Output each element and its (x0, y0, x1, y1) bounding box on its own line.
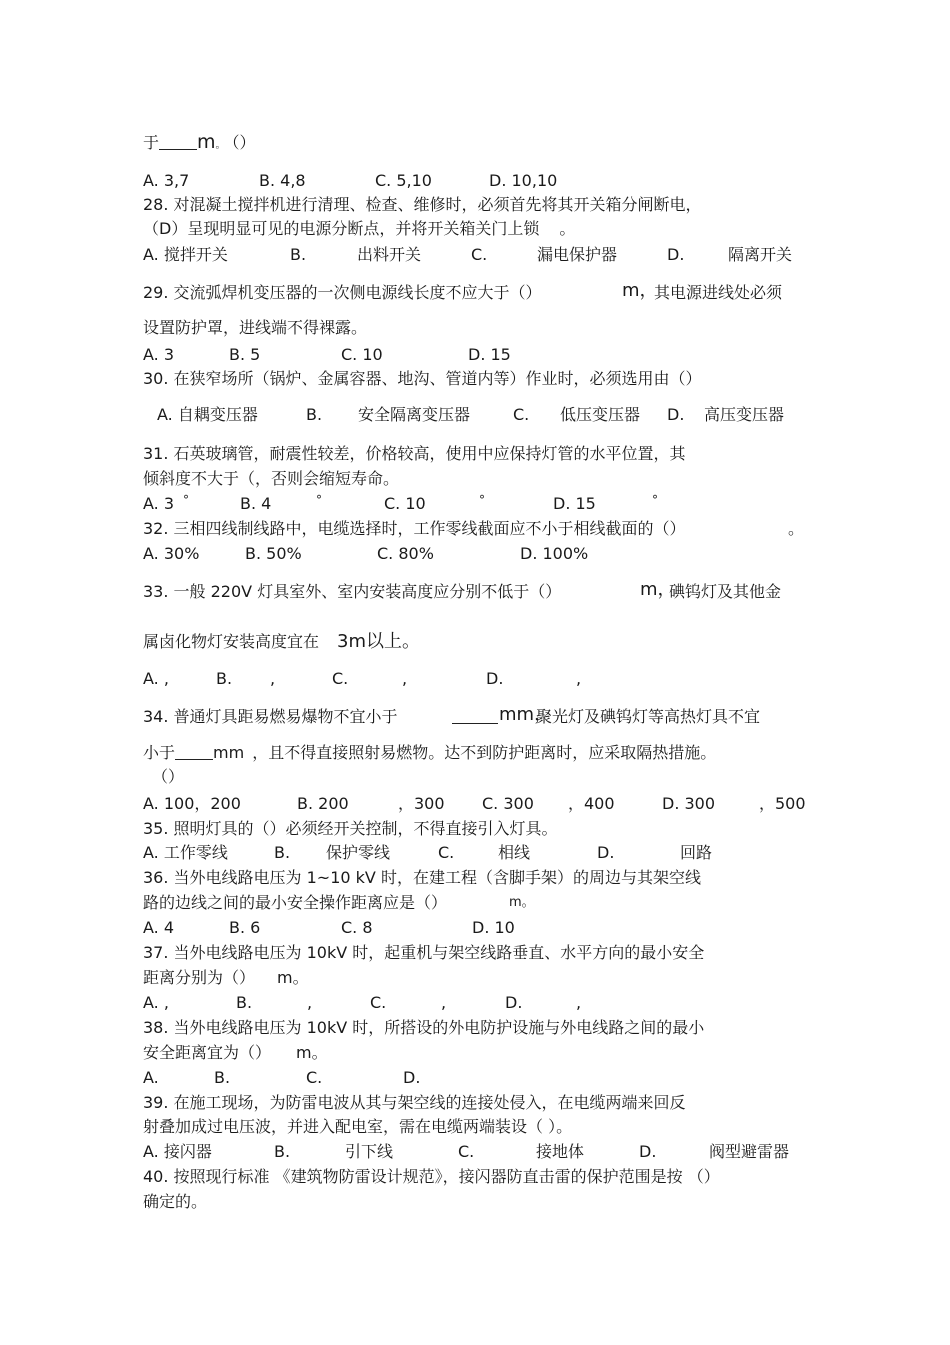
q36-unit: m。 (509, 895, 535, 910)
period-mark: 。 (215, 140, 226, 151)
q37-option-d-letter: D. (505, 993, 523, 1012)
q32-line-1: 32. 三相四线制线路中，电缆选择时，工作零线截面应不小于相线截面的（） (143, 519, 686, 538)
q31-line-1: 31. 石英玻璃管，耐震性较差，价格较高，使用中应保持灯管的水平位置，其 (143, 444, 686, 463)
q29-line-1 (143, 283, 542, 303)
q33-unit: m， (640, 579, 676, 600)
answer-blank (159, 133, 197, 150)
q32-period: 。 (788, 519, 805, 538)
q37-unit: m。 (277, 968, 309, 987)
q29-unit: m， (622, 280, 658, 301)
q40-line-1: 40. 按照现行标准 《建筑物防雷设计规范》，接闪器防直击雷的保护范围是按 （） (143, 1167, 720, 1186)
q28-option-d-text: 隔离开关 (728, 245, 793, 264)
q33-line-2 (143, 632, 420, 652)
q29-line-1-tail: 其电源进线处必须 (654, 283, 783, 302)
q35-option-b-letter: B. (274, 843, 291, 862)
q29-option-c: C. 10 (341, 345, 383, 364)
q34-line-1-tail: 聚光灯及碘钨灯等高热灯具不宜 (536, 707, 761, 726)
q34-option-d-value: ，500 (759, 794, 806, 813)
q29-line-2: 设置防护罩，进线端不得裸露。 (143, 318, 368, 337)
q28-line-2 (143, 219, 575, 239)
q34-option-a: A. 100，200 (143, 794, 241, 813)
q33-option-c-comma: , (402, 669, 408, 688)
q36-option-b: B. 6 (229, 918, 261, 937)
answer-blank (175, 743, 213, 760)
q38-option-c: C. (306, 1068, 323, 1087)
q37-option-a: A. , (143, 993, 169, 1012)
q33-option-b-comma: , (270, 669, 276, 688)
q37-option-d-comma: , (576, 993, 582, 1012)
q33-line-2-text: 属卤化物灯安装高度宜在 (143, 632, 320, 651)
q29-option-b: B. 5 (229, 345, 261, 364)
q28-option-c-text: 漏电保护器 (537, 245, 618, 264)
degree-mark: ° (183, 493, 189, 507)
q34-unit-1: mm， (499, 704, 553, 725)
q39-option-b-letter: B. (274, 1142, 291, 1161)
q34-option-c: C. 300 (482, 794, 534, 813)
q30-option-d-letter: D. (667, 405, 685, 424)
q35-option-c-text: 相线 (498, 843, 531, 862)
q27-option-c: C. 5,10 (375, 171, 432, 190)
q30-option-c-letter: C. (513, 405, 530, 424)
q35-option-c-letter: C. (438, 843, 455, 862)
q33-option-a: A. , (143, 669, 169, 688)
q34-unit-2: mm (213, 743, 245, 762)
answer-paren: （） (231, 133, 256, 152)
q32-option-b: B. 50% (245, 544, 302, 563)
q33-option-d-letter: D. (486, 669, 504, 688)
q33-option-c-letter: C. (332, 669, 349, 688)
q28-option-b-text: 出料开关 (357, 245, 422, 264)
q33-line-1: 33. 一般 220V 灯具室外、室内安装高度应分别不低于（） (143, 582, 562, 601)
answer-blank (452, 707, 498, 724)
q36-option-d: D. 10 (472, 918, 515, 937)
q34-option-b-value: ，300 (398, 794, 445, 813)
q31-option-b: B. 4 (240, 494, 272, 513)
q32-option-d: D. 100% (520, 544, 589, 563)
q39-option-c-letter: C. (458, 1142, 475, 1161)
q37-option-b-comma: , (307, 993, 313, 1012)
q35-line-1: 35. 照明灯具的（）必须经开关控制，不得直接引入灯具。 (143, 819, 558, 838)
q37-line-1: 37. 当外电线路电压为 10kV 时，起重机与架空线路垂直、水平方向的最小安全 (143, 943, 705, 962)
q27-tail-line (143, 132, 256, 156)
q30-option-a: A. 自耦变压器 (157, 405, 258, 424)
q34-line-2-head: 小于 (143, 743, 176, 762)
q36-line-2: 路的边线之间的最小安全操作距离应是（） (143, 893, 448, 912)
q33-option-d-comma: , (576, 669, 582, 688)
q37-option-c-comma: , (441, 993, 447, 1012)
q31-option-c: C. 10 (384, 494, 426, 513)
q32-option-a: A. 30% (143, 544, 200, 563)
q33-option-b-letter: B. (216, 669, 233, 688)
q28-line-2-period: 。 (559, 219, 576, 238)
q35-option-a: A. 工作零线 (143, 843, 228, 862)
q28-option-d-letter: D. (667, 245, 685, 264)
q39-option-a: A. 接闪器 (143, 1142, 212, 1161)
q30-option-b-letter: B. (306, 405, 323, 424)
q34-line-2 (143, 743, 716, 763)
q30-option-c-text: 低压变压器 (560, 405, 641, 424)
q39-line-2: 射叠加成过电压波，并进入配电室，需在电缆两端装设（ ）。 (143, 1117, 573, 1136)
q38-line-1: 38. 当外电线路电压为 10kV 时，所搭设的外电防护设施与外电线路之间的最小 (143, 1018, 705, 1037)
q29-line-1-text: 29. 交流弧焊机变压器的一次侧电源线长度不应大于（） (143, 283, 542, 302)
q34-line-1-blank (452, 707, 498, 727)
q27-tail-text: 于 (143, 133, 160, 152)
q36-option-c: C. 8 (341, 918, 373, 937)
q33-line-2-height: 3m以上。 (337, 631, 421, 652)
q36-line-1: 36. 当外电线路电压为 1~10 kV 时，在建工程（含脚手架）的周边与其架空线 (143, 868, 701, 887)
q34-line-1: 34. 普通灯具距易燃易爆物不宜小于 (143, 707, 398, 726)
q37-line-2: 距离分别为（） (143, 968, 256, 987)
q29-option-d: D. 15 (468, 345, 511, 364)
q32-option-c: C. 80% (377, 544, 434, 563)
q39-option-b-text: 引下线 (345, 1142, 394, 1161)
unit-m: m (197, 131, 216, 153)
q38-option-b: B. (214, 1068, 231, 1087)
q39-option-d-text: 阀型避雷器 (709, 1142, 790, 1161)
q30-option-b-text: 安全隔离变压器 (358, 405, 471, 424)
q30-option-d-text: 高压变压器 (704, 405, 785, 424)
q31-option-a: A. 3 (143, 494, 175, 513)
q37-option-b-letter: B. (236, 993, 253, 1012)
degree-mark: ° (479, 493, 485, 507)
q33-line-1-tail: 碘钨灯及其他金 (669, 582, 782, 601)
q38-option-d: D. (403, 1068, 421, 1087)
q36-option-a: A. 4 (143, 918, 175, 937)
q38-option-a: A. (143, 1068, 159, 1087)
q39-option-d-letter: D. (639, 1142, 657, 1161)
q39-line-1: 39. 在施工现场，为防雷电波从其与架空线的连接处侵入，在电缆两端来回反 (143, 1093, 686, 1112)
q35-option-b-text: 保护零线 (326, 843, 391, 862)
q34-option-c-value: ，400 (568, 794, 615, 813)
q29-option-a: A. 3 (143, 345, 175, 364)
q31-option-d: D. 15 (553, 494, 596, 513)
q37-option-c-letter: C. (370, 993, 387, 1012)
degree-mark: ° (652, 493, 658, 507)
q35-option-d-text: 回路 (680, 843, 713, 862)
q31-line-2: 倾斜度不大于（，否则会缩短寿命。 (143, 469, 400, 488)
q27-option-d: D. 10,10 (489, 171, 558, 190)
q27-option-a: A. 3,7 (143, 171, 190, 190)
q28-option-a: A. 搅拌开关 (143, 245, 228, 264)
q28-option-b-letter: B. (290, 245, 307, 264)
q34-line-2-tail: ，且不得直接照射易燃物。达不到防护距离时，应采取隔热措施。 (252, 743, 717, 762)
degree-mark: ° (316, 493, 322, 507)
q38-unit: m。 (296, 1043, 328, 1062)
q38-line-2: 安全距离宜为（） (143, 1043, 272, 1062)
q27-option-b: B. 4,8 (259, 171, 306, 190)
q40-line-2: 确定的。 (143, 1192, 208, 1211)
q28-line-2-text: （D）呈现明显可见的电源分断点，并将开关箱关门上锁 (143, 219, 540, 238)
q39-option-c-text: 接地体 (536, 1142, 585, 1161)
q34-option-d: D. 300 (662, 794, 716, 813)
q28-option-c-letter: C. (471, 245, 488, 264)
q30-line-1: 30. 在狭窄场所（锅炉、金属容器、地沟、管道内等）作业时，必须选用由（） (143, 369, 702, 388)
q34-option-b: B. 200 (297, 794, 349, 813)
q35-option-d-letter: D. (597, 843, 615, 862)
q34-answer-paren: （） (152, 767, 185, 786)
q28-line-1: 28. 对混凝土搅拌机进行清理、检查、维修时，必须首先将其开关箱分闸断电， (143, 195, 702, 214)
